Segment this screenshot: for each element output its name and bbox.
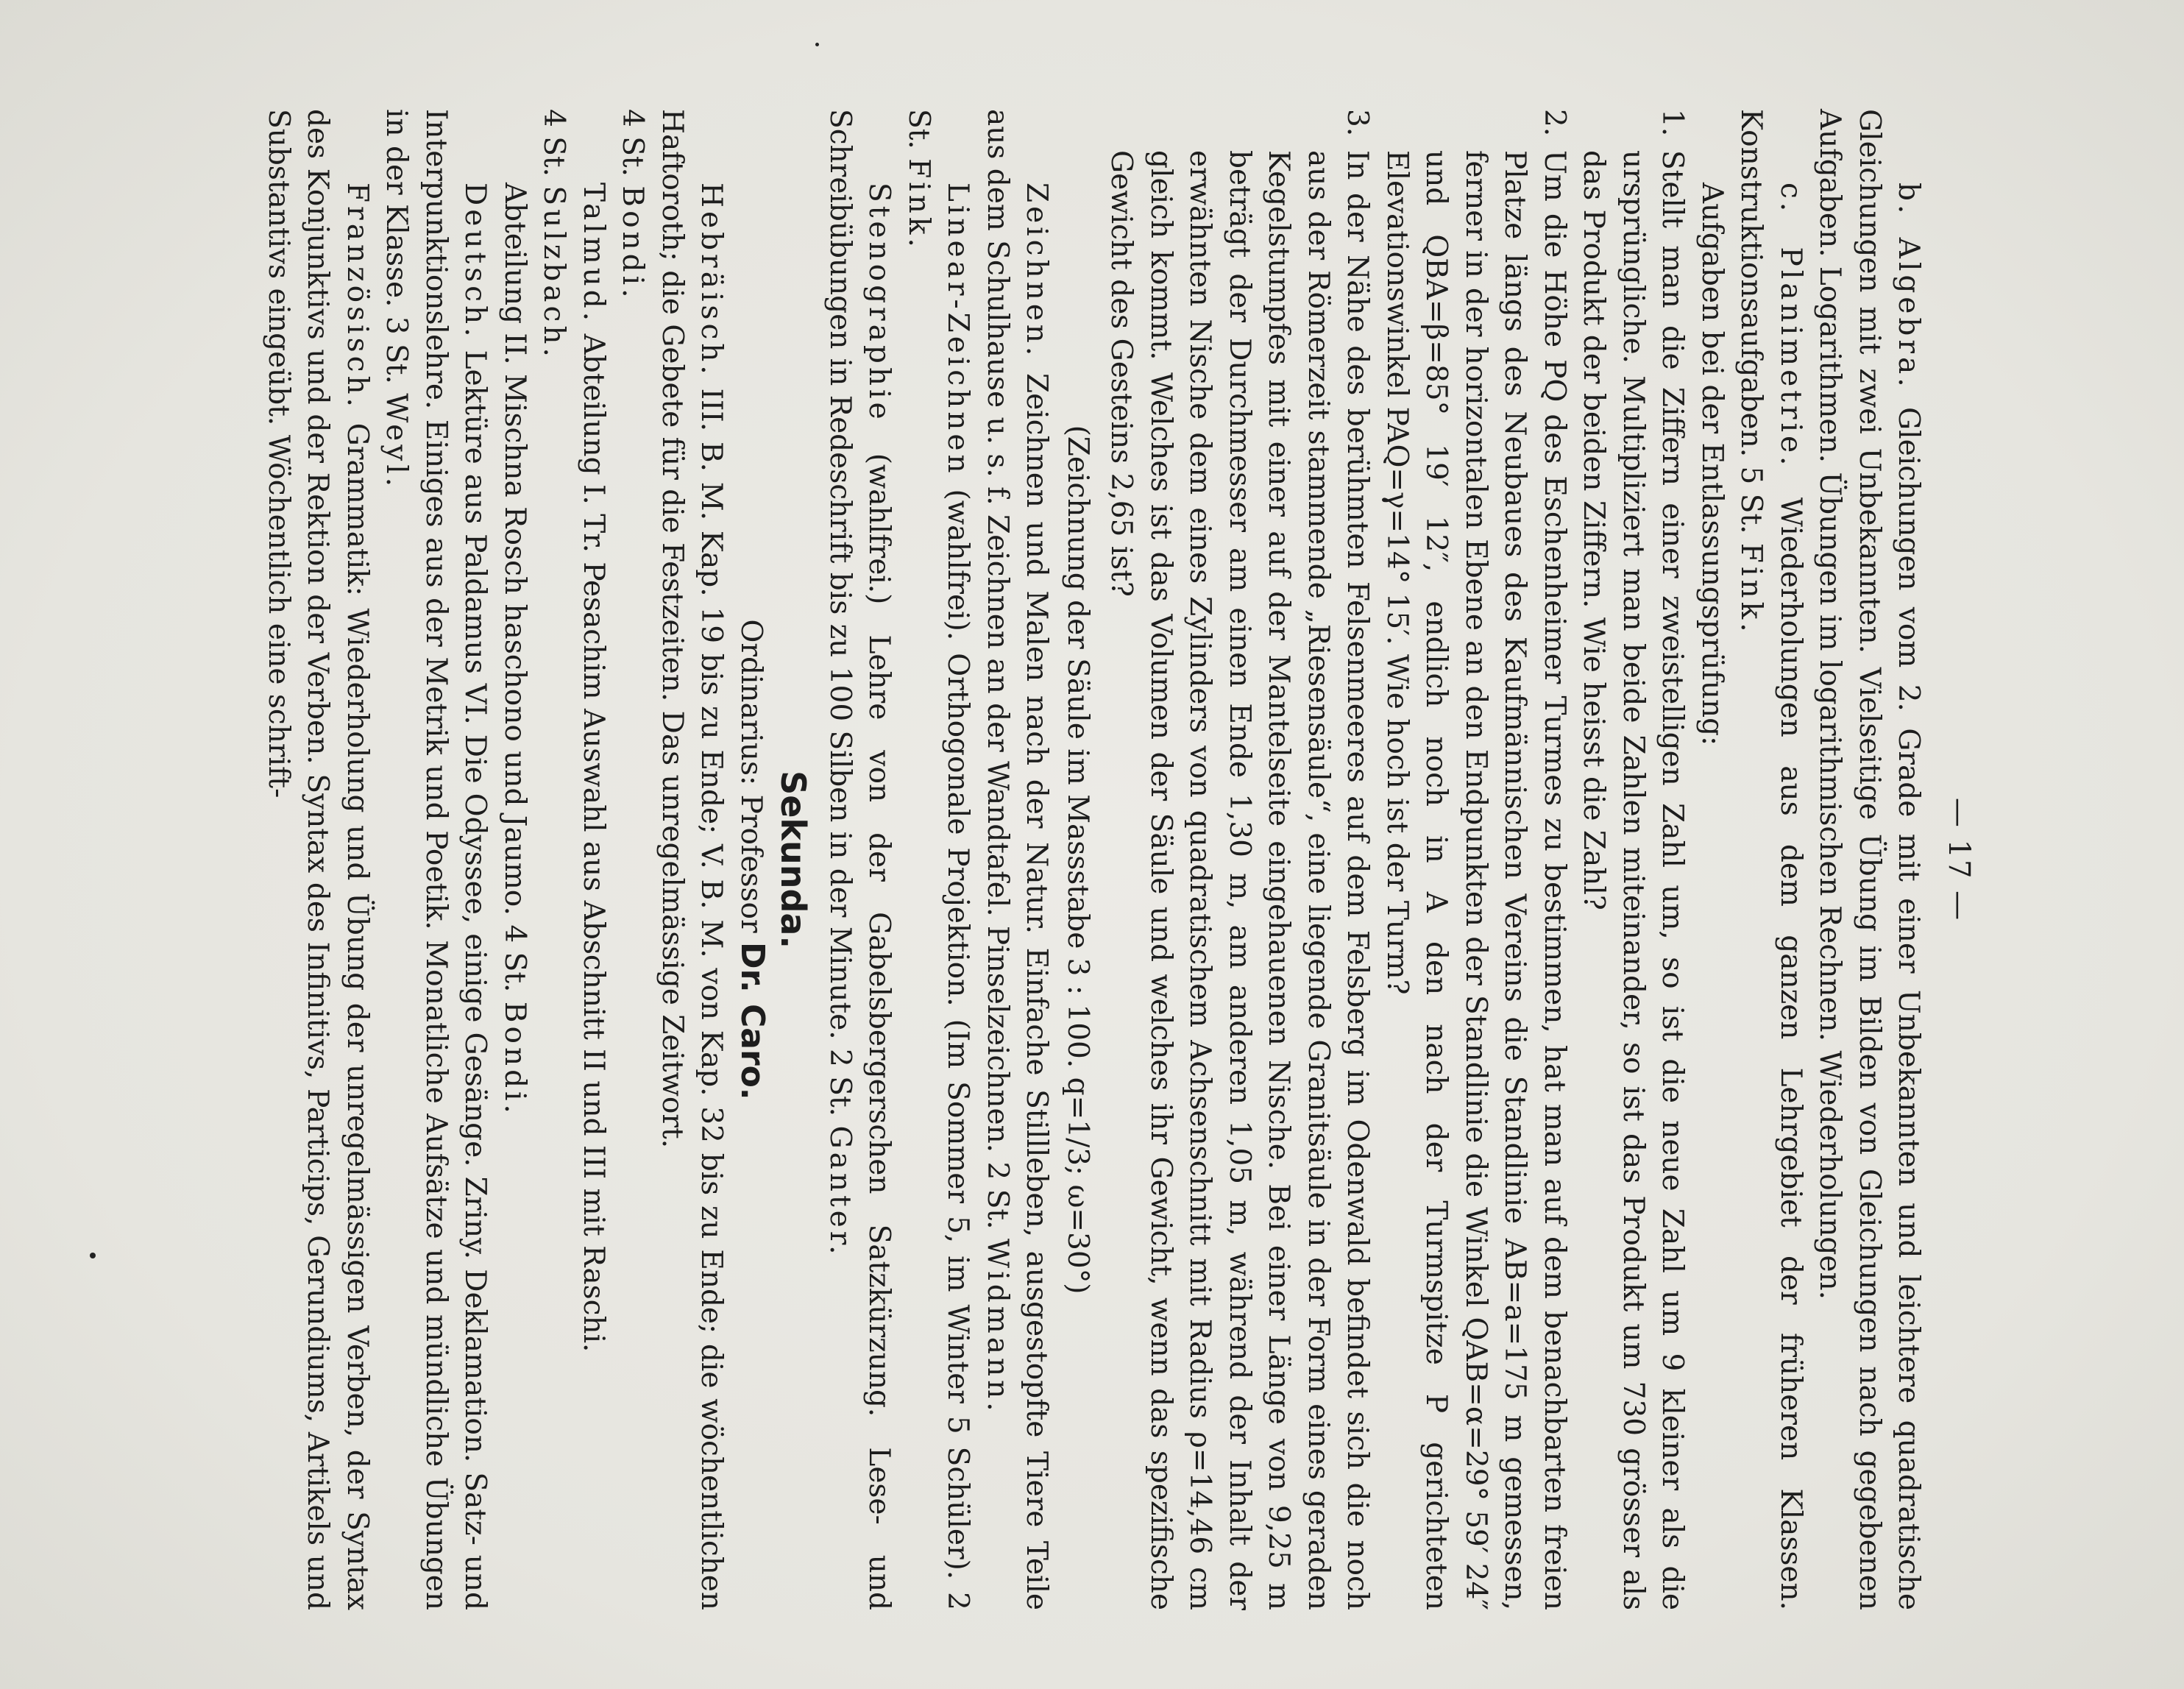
steno-teacher: Ganter. [823, 1125, 857, 1258]
linear-teacher: Fink. [902, 158, 935, 251]
print-speck [90, 1253, 96, 1258]
task-text: In der Nähe des berühmten Felsenmeeres auf dem Felsberg im Odenwald befindet sich die noch aus der Römerzeit stammende „Riesensäule“, eine liegende Granitsäule in der Form eines geraden Kegelstumpfes mit einer auf der Mantelseite eingehauenen Nische. Bei einer Länge von 9,25 m beträgt der Durchmesser am einen Ende 1,30 m, am anderen 1,05 m, während der Inhalt der erwähnten Nische dem eines Zylinders von quadratischem Achsenschnitt mit Radius ρ=14,46 cm gleich kommt. Welches ist das Volumen der Säule und welches ihr Gewicht, wenn das spezifische Gewicht des Gesteins 2,65 ist? [1105, 150, 1375, 1610]
zeichnen-label: Zeichnen. [1020, 183, 1054, 360]
algebra-paragraph [1810, 109, 1929, 1610]
hebraeisch-footer [613, 109, 653, 1610]
section-heading: Sekunda. [773, 771, 814, 949]
talmud-hours: 4 St. [537, 109, 571, 177]
steno-hours: 2 St. [823, 1049, 857, 1117]
steno-label: Stenographie [862, 183, 896, 423]
hebraeisch-paragraph [653, 109, 731, 1610]
franzoesisch-label: Französisch. [341, 183, 374, 411]
planimetrie-hours: 5 St. [1734, 466, 1768, 534]
franzoesisch-paragraph [259, 109, 377, 1610]
zeichnen-paragraph [978, 109, 1057, 1610]
drawing-note: (Zeichnung der Säule im Massstabe 3 : 100. q=1/3; ω=30°) [1061, 425, 1094, 1295]
zeichnen-hours: 2 St. [981, 1161, 1014, 1230]
hebraeisch-text: III. B. M. Kap. 19 bis zu Ende; V. B. M. von Kap. 32 bis zu Ende; die wöchentlichen Haftoroth; die Gebete für die Festzeiten. Das unregelmässige Zeitwort. [656, 109, 728, 1610]
algebra-label: b. Algebra. [1892, 183, 1926, 391]
page-content [259, 109, 1979, 1610]
abteilung2-paragraph [495, 109, 535, 1610]
talmud-paragraph [574, 109, 614, 1610]
exam-task-2 [1378, 109, 1575, 1610]
linear-hours: 2 St. [902, 109, 975, 1610]
planimetrie-paragraph [1731, 109, 1810, 1610]
franzoesisch-text: Grammatik: Wiederholung und Übung der unregelmässigen Verben, der Syntax des Konjunktivs und der Rektion der Verben. Syntax des Infinitivs, Particips, Gerundiums, Artikels und Substantivs eingeübt. Wöchentlich eine schrift- [262, 109, 374, 1610]
planimetrie-text: Wiederholungen aus dem ganzen Lehrgebiet der früheren Klassen. Konstruktionsaufgaben. [1734, 109, 1807, 1610]
ordinarius-line [731, 109, 773, 1610]
deutsch-label: Deutsch. [458, 183, 492, 341]
task-text: Um die Höhe PQ des Eschenheimer Turmes zu bestimmen, hat man auf dem benachbarten freien Platze längs des Neubaues des Kaufmännischen Vereins die Standlinie AB=a=175 m gemessen, ferner in der horizontalen Ebene an den Endpunkten der Standlinie die Winkel QAB=α=29° 59′ 24″ und QBA=β=85° 19′ 12″, endlich noch in A den nach der Turmspitze P gerichteten Elevationswinkel PAQ=γ=14° 15′. Wie hoch ist der Turm? [1380, 150, 1571, 1610]
exam-task-3 [1102, 109, 1378, 1610]
algebra-text: Gleichungen vom 2. Grade mit einer Unbekannten und leichtere quadratische Gleichungen mit zwei Unbekannten. Vielseitige Übung im Bilden von Gleichungen nach gegebenen Aufgaben. Logarithmen. Übungen im logarithmischen Rechnen. Wiederholungen. [1813, 109, 1926, 1610]
abteilung2-teacher: Bondi. [498, 1001, 531, 1117]
steno-paragraph [820, 109, 899, 1610]
task-number: 2. [1538, 109, 1571, 137]
steno-text: (wahlfrei.) Lehre von der Gabelsbergerschen Satzkürzung. Lese- und Schreibübungen in Redeschrift bis zu 100 Silben in der Minute. [823, 109, 896, 1610]
planimetrie-teacher: Fink. [1734, 542, 1768, 636]
talmud-teacher: Sulzbach. [537, 185, 571, 361]
exam-task-1 [1574, 109, 1692, 1610]
exam-heading: Aufgaben bei der Entlassungsprüfung: [1695, 183, 1729, 746]
linear-paragraph [899, 109, 978, 1610]
ordinarius-prefix: Ordinarius: Professor [734, 619, 767, 933]
hebraeisch-label: Hebräisch. [695, 183, 728, 378]
deutsch-hours: 3 St. [380, 316, 414, 384]
hebraeisch-hours: 4 St. [616, 109, 650, 177]
task-text: Stellt man die Ziffern einer zweistelligen Zahl um, so ist die neue Zahl um 9 kleiner als die ursprüngliche. Multipliziert man beide Zahlen miteinander, so ist das Produkt um 730 grösser als das Produkt der beiden Ziffern. Wie heisst die Zahl? [1577, 150, 1690, 1610]
zeichnen-teacher: Widmann. [981, 1238, 1014, 1415]
linear-text: (wahlfrei). Orthogonale Projektion. (Im Sommer 5, im Winter 5 Schüler). [941, 489, 975, 1580]
deutsch-teacher: Weyl. [380, 393, 414, 491]
ordinarius-name: Dr. Caro. [734, 942, 771, 1100]
deutsch-paragraph [377, 109, 495, 1610]
zeichnen-text: Zeichnen und Malen nach der Natur. Einfache Stillleben, ausgestopfte Tiere Teile aus dem Schulhause u. s. f. Zeichnen an der Wandtafel. Pinselzeichnen. [981, 109, 1054, 1610]
print-speck [815, 43, 819, 46]
deutsch-text: Lektüre aus Paldamus VI. Die Odyssee, einige Gesänge. Zriny. Deklamation. Satz- und Interpunktionslehre. Einiges aus der Metrik und Poetik. Monatliche Aufsätze und mündliche Übungen in der Klasse. [380, 109, 492, 1610]
talmud-text: Abteilung I. Tr. Pesachim Auswahl aus Abschnitt II und III mit Raschi. [577, 333, 610, 1353]
talmud-label: Talmud. [577, 183, 610, 325]
linear-label: Linear-Zeichnen [941, 183, 975, 477]
hebraeisch-teacher: Bondi. [616, 185, 650, 302]
page-number: — 17 — [1942, 797, 1976, 922]
task-number: 3. [1341, 109, 1375, 137]
task-number: 1. [1656, 109, 1690, 137]
planimetrie-label: c. Planimetrie. [1774, 183, 1807, 470]
talmud-footer [534, 109, 574, 1610]
abteilung2-hours: 4 St. [498, 924, 531, 993]
abteilung2-text: Abteilung II. Mischna Rosch haschono und Jaumo. [498, 183, 531, 916]
